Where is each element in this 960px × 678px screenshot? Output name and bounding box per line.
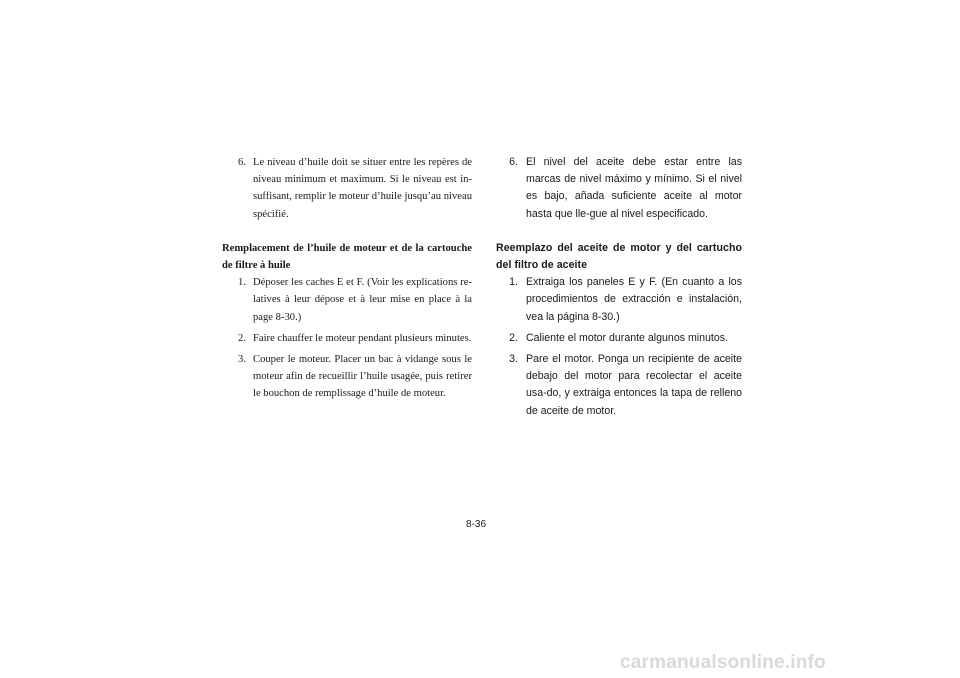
es-step-2	[496, 330, 742, 347]
fr-step-6-text: Le niveau d’huile doit se situer entre les repères de niveau minimum et maximum. Si le niveau est in-suffisant, remplir le moteur d’huile jusqu’au niveau spécifié.	[253, 157, 472, 220]
es-step-1	[496, 274, 742, 326]
es-step-3-number: 3.	[509, 353, 518, 366]
fr-step-3-number: 3.	[238, 354, 246, 366]
spanish-column	[496, 154, 742, 420]
fr-step-3	[222, 351, 472, 403]
fr-step-6-number: 6.	[238, 157, 246, 168]
es-step-2-number: 2.	[509, 331, 518, 344]
es-step-6-text: El nivel del aceite debe estar entre las marcas de nivel máximo y mínimo. Si el nivel es bajo, añada suficiente aceite al motor hasta que lle-gue al nivel especificado.	[526, 156, 742, 220]
fr-step-1	[222, 274, 472, 326]
french-column	[222, 154, 472, 403]
fr-step-3-text: Couper le moteur. Placer un bac à vidange sous le moteur afin de recueillir l’huile usagée, puis retirer le bouchon de remplissage d’huile de moteur.	[253, 354, 472, 400]
es-step-2-text: Caliente el motor durante algunos minutos.	[526, 331, 728, 344]
fr-section-heading: Remplacement de l’huile de moteur et de la cartouche de filtre à huile	[222, 242, 472, 272]
es-step-3	[496, 351, 742, 420]
watermark: carmanualsonline.info	[620, 652, 826, 673]
es-section-heading: Reemplazo del aceite de motor y del cartucho del filtro de aceite	[496, 241, 742, 272]
es-step-6	[496, 154, 742, 223]
fr-step-1-text: Déposer les caches E et F. (Voir les explications re-latives à leur dépose et à leur mise en place à la page 8-30.)	[253, 277, 472, 323]
fr-step-1-number: 1.	[238, 277, 246, 289]
es-step-6-number: 6.	[509, 156, 518, 168]
es-step-3-text: Pare el motor. Ponga un recipiente de aceite debajo del motor para recolectar el aceite usa-do, y extraiga entonces la tapa de relleno de aceite de motor.	[526, 353, 742, 417]
fr-step-2-text: Faire chauffer le moteur pendant plusieurs minutes.	[253, 332, 472, 344]
fr-step-6	[222, 154, 472, 223]
fr-step-2	[222, 330, 472, 347]
es-step-1-text: Extraiga los paneles E y F. (En cuanto a los procedimientos de extracción e instalación, vea la página 8-30.)	[526, 276, 742, 323]
fr-step-2-number: 2.	[238, 332, 246, 344]
page-number: 8-36	[466, 519, 487, 530]
es-step-1-number: 1.	[509, 276, 518, 289]
